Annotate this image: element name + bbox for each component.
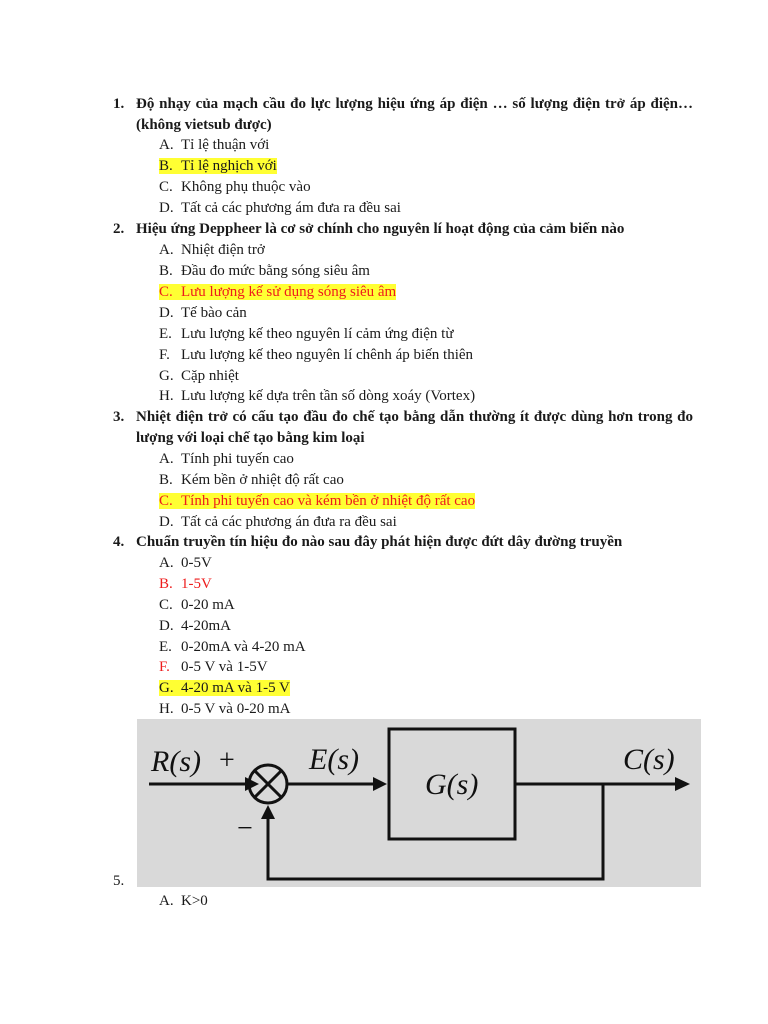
- question-number: 5.: [113, 873, 125, 889]
- option-text: 1-5V: [181, 576, 212, 592]
- option-letter: B.: [159, 472, 173, 488]
- option-text: Lưu lượng kế theo nguyên lí cảm ứng điện từ: [181, 326, 454, 342]
- option-text: Cặp nhiệt: [181, 368, 239, 384]
- option-4d: [159, 616, 231, 636]
- option-letter: C.: [159, 179, 173, 195]
- option-text: Tính phi tuyến cao: [181, 451, 294, 467]
- question-text: Nhiệt điện trở có cấu tạo đầu đo chế tạo bằng dẫn thường ít được dùng hơn trong đo lượng với loại chế tạo bằng kim loại: [136, 409, 693, 446]
- block-diagram-image: [137, 719, 701, 887]
- option-4a: [159, 553, 212, 573]
- option-text: Tế bào cản: [181, 305, 247, 321]
- option-2g: [159, 366, 239, 386]
- question-text: Chuẩn truyền tín hiệu đo nào sau đây phát hiện được đứt dây đường truyền: [136, 534, 623, 550]
- question-number: 1.: [113, 96, 125, 112]
- input-arrowhead: [245, 777, 259, 791]
- option-2f: [159, 345, 473, 365]
- option-2c: [159, 282, 396, 302]
- option-3c: [159, 491, 475, 511]
- option-4f: [159, 657, 268, 677]
- option-letter: C.: [159, 284, 173, 300]
- option-5a: [159, 891, 208, 911]
- option-4h: [159, 699, 290, 719]
- option-letter: C.: [159, 597, 173, 613]
- option-4g: [159, 678, 290, 698]
- output-label: C(s): [623, 743, 675, 776]
- option-text: Tính phi tuyến cao và kém bền ở nhiệt độ rất cao: [181, 493, 476, 509]
- option-letter: A.: [159, 451, 174, 467]
- highlighted-answer: [159, 158, 277, 174]
- option-letter: B.: [159, 158, 173, 174]
- highlighted-answer: [159, 493, 475, 509]
- option-text: Tất cả các phương án đưa ra đều sai: [181, 514, 397, 530]
- option-letter: D.: [159, 618, 174, 634]
- option-text: Tỉ lệ nghịch với: [181, 158, 277, 174]
- option-2a: [159, 240, 265, 260]
- highlighted-answer: [159, 680, 290, 696]
- option-text: Không phụ thuộc vào: [181, 179, 311, 195]
- option-letter: F.: [159, 347, 170, 363]
- question-number: 3.: [113, 409, 125, 425]
- option-2b: [159, 261, 370, 281]
- option-2e: [159, 324, 453, 344]
- option-3a: [159, 449, 294, 469]
- option-text: Tỉ lệ thuận với: [181, 137, 270, 153]
- option-text: Đầu đo mức bằng sóng siêu âm: [181, 263, 370, 279]
- question-1: [113, 94, 693, 136]
- option-text: 4-20mA: [181, 618, 231, 634]
- option-text: 0-5 V và 0-20 mA: [181, 701, 291, 717]
- option-text: Kém bền ở nhiệt độ rất cao: [181, 472, 344, 488]
- option-3d: [159, 512, 397, 532]
- option-text: Lưu lượng kế theo nguyên lí chênh áp biến thiên: [181, 347, 474, 363]
- option-text: 4-20 mA và 1-5 V: [181, 680, 290, 696]
- option-letter: D.: [159, 200, 174, 216]
- question-number: 4.: [113, 534, 125, 550]
- question-text: Độ nhạy của mạch cầu đo lực lượng hiệu ứng áp điện … số lượng điện trở áp điện… (không vietsub được): [136, 96, 693, 133]
- option-letter: G.: [159, 680, 174, 696]
- option-4b: [159, 574, 212, 594]
- option-text: K>0: [181, 893, 208, 909]
- option-letter: A.: [159, 137, 174, 153]
- option-letter: B.: [159, 576, 173, 592]
- option-text: Tất cả các phương ám đưa ra đều sai: [181, 200, 401, 216]
- question-4: [113, 532, 693, 553]
- highlighted-answer: [159, 284, 396, 300]
- option-letter: H.: [159, 701, 174, 717]
- option-text: Lưu lượng kế sử dụng sóng siêu âm: [181, 284, 397, 300]
- option-letter: E.: [159, 639, 172, 655]
- option-letter: H.: [159, 388, 174, 404]
- option-4e: [159, 637, 306, 657]
- question-2: [113, 219, 693, 240]
- plus-sign: +: [219, 745, 235, 776]
- option-1c: [159, 177, 311, 197]
- block-diagram: [137, 719, 701, 887]
- option-text: Nhiệt điện trở: [181, 242, 265, 258]
- option-1b: [159, 156, 277, 176]
- feedback-arrowhead: [261, 805, 275, 819]
- output-arrowhead: [675, 777, 690, 791]
- minus-sign: −: [237, 813, 253, 844]
- option-letter: A.: [159, 242, 174, 258]
- option-letter: C.: [159, 493, 173, 509]
- option-text: 0-20 mA: [181, 597, 235, 613]
- option-1a: [159, 135, 269, 155]
- option-letter: G.: [159, 368, 174, 384]
- block-label: G(s): [425, 768, 479, 801]
- option-3b: [159, 470, 344, 490]
- option-2h: [159, 386, 475, 406]
- question-text: Hiệu ứng Deppheer là cơ sở chính cho nguyên lí hoạt động của cảm biến nào: [136, 221, 625, 237]
- option-letter: B.: [159, 263, 173, 279]
- option-letter: A.: [159, 893, 174, 909]
- error-label: E(s): [309, 743, 359, 776]
- option-text: 0-5V: [181, 555, 212, 571]
- option-letter: D.: [159, 305, 174, 321]
- option-text: Lưu lượng kế dựa trên tần số dòng xoáy (Vortex): [181, 388, 476, 404]
- option-letter: F.: [159, 659, 170, 675]
- option-1d: [159, 198, 401, 218]
- question-3: [113, 407, 693, 449]
- option-letter: E.: [159, 326, 172, 342]
- option-text: 0-5 V và 1-5V: [181, 659, 268, 675]
- input-label: R(s): [151, 745, 201, 778]
- option-2d: [159, 303, 247, 323]
- option-letter: D.: [159, 514, 174, 530]
- option-text: 0-20mA và 4-20 mA: [181, 639, 306, 655]
- error-arrowhead: [373, 777, 387, 791]
- option-4c: [159, 595, 235, 615]
- question-number: 2.: [113, 221, 125, 237]
- option-letter: A.: [159, 555, 174, 571]
